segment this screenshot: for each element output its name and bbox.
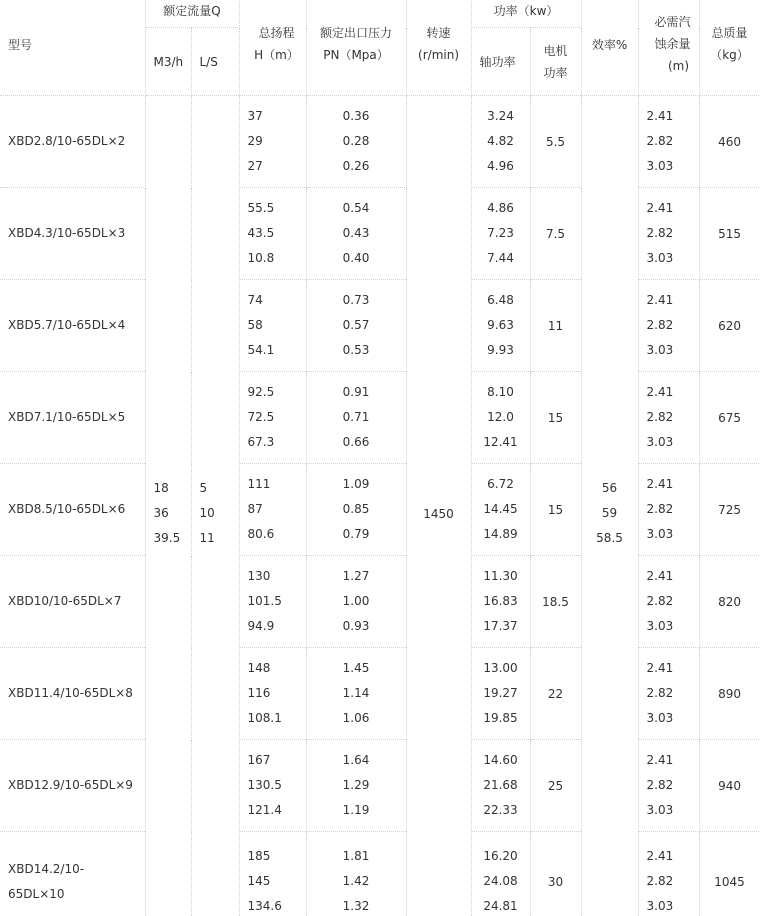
shaft-power-cell-value: 24.08	[483, 874, 518, 888]
npsh-cell-value: 2.82	[646, 778, 674, 792]
head-cell-value: 58	[247, 318, 263, 332]
head-cell-value: 111	[247, 477, 271, 491]
shaft-power-cell-value: 7.44	[487, 251, 514, 265]
head-cell	[239, 648, 306, 740]
header-speed	[406, 0, 471, 96]
header-motor-power-line2: 功率	[543, 65, 568, 80]
header-efficiency: 效率%	[581, 0, 638, 96]
header-motor-power	[530, 28, 581, 96]
head-cell-value: 55.5	[247, 201, 275, 215]
flow-m3h-cell-value: 39.5	[153, 531, 181, 545]
npsh-cell-value: 3.03	[646, 527, 674, 541]
head-cell-value: 43.5	[247, 226, 275, 240]
header-pressure-line2: PN（Mpa）	[323, 48, 389, 62]
motor-power-cell: 15	[530, 372, 581, 464]
npsh-cell-value: 2.41	[646, 385, 674, 399]
head-cell-value: 101.5	[247, 594, 282, 608]
pressure-cell-value: 1.64	[342, 753, 370, 767]
weight-cell: 620	[699, 280, 760, 372]
pressure-cell-value: 1.27	[342, 569, 370, 583]
header-pressure	[306, 0, 406, 96]
npsh-cell-value: 2.41	[646, 201, 674, 215]
model-cell	[0, 832, 145, 916]
shaft-power-cell-value: 14.89	[483, 527, 518, 541]
npsh-cell-value: 2.41	[646, 293, 674, 307]
head-cell-value: 116	[247, 686, 271, 700]
header-speed-line2: (r/min)	[418, 48, 459, 62]
weight-cell: 820	[699, 556, 760, 648]
pressure-cell	[306, 280, 406, 372]
table-row	[0, 464, 760, 556]
model-name: XBD11.4/10-65DL×8	[8, 686, 133, 700]
shaft-power-cell	[471, 372, 530, 464]
npsh-cell-value: 3.03	[646, 899, 674, 913]
shaft-power-cell	[471, 556, 530, 648]
shaft-power-cell-value: 22.33	[483, 803, 518, 817]
head-cell-value: 80.6	[247, 527, 275, 541]
header-power: 功率（kw）	[471, 0, 581, 28]
header-weight-line1: 总质量	[711, 26, 748, 40]
npsh-cell-value: 3.03	[646, 711, 674, 725]
npsh-cell-value: 2.82	[646, 686, 674, 700]
model-cell	[0, 280, 145, 372]
shaft-power-cell-value: 13.00	[483, 661, 518, 675]
table-row	[0, 372, 760, 464]
shaft-power-cell-value: 3.24	[487, 109, 514, 123]
npsh-cell-value: 2.41	[646, 477, 674, 491]
npsh-cell-value: 3.03	[646, 619, 674, 633]
pressure-cell	[306, 832, 406, 916]
head-cell-value: 10.8	[247, 251, 275, 265]
pressure-cell-value: 0.40	[342, 251, 370, 265]
table-row	[0, 740, 760, 832]
npsh-cell-value: 2.41	[646, 849, 674, 863]
table-row	[0, 556, 760, 648]
model-name: XBD2.8/10-65DL×2	[8, 134, 126, 148]
npsh-cell	[638, 280, 699, 372]
head-cell-value: 72.5	[247, 410, 275, 424]
weight-cell: 725	[699, 464, 760, 556]
pressure-cell	[306, 648, 406, 740]
pressure-cell-value: 0.73	[342, 293, 370, 307]
npsh-cell	[638, 464, 699, 556]
shaft-power-cell-value: 4.82	[487, 134, 514, 148]
pressure-cell	[306, 96, 406, 188]
npsh-cell-value: 2.82	[646, 410, 674, 424]
head-cell-value: 94.9	[247, 619, 275, 633]
motor-power-cell: 30	[530, 832, 581, 916]
shaft-power-cell-value: 14.60	[483, 753, 518, 767]
head-cell-value: 67.3	[247, 435, 275, 449]
shaft-power-cell-value: 16.20	[483, 849, 518, 863]
pressure-cell-value: 0.28	[342, 134, 370, 148]
header-pressure-line1: 额定出口压力	[320, 26, 393, 40]
pressure-cell-value: 1.06	[342, 711, 370, 725]
head-cell	[239, 556, 306, 648]
head-cell	[239, 740, 306, 832]
head-cell-value: 92.5	[247, 385, 275, 399]
shaft-power-cell-value: 9.63	[487, 318, 514, 332]
flow-ls-cell	[191, 96, 239, 916]
head-cell	[239, 464, 306, 556]
head-cell-value: 37	[247, 109, 263, 123]
head-cell-value: 121.4	[247, 803, 282, 817]
npsh-cell	[638, 832, 699, 916]
head-cell	[239, 832, 306, 916]
speed-value: 1450	[423, 506, 454, 521]
header-flow-m3h: M3/h	[145, 28, 191, 96]
table-row	[0, 96, 760, 188]
shaft-power-cell-value: 17.37	[483, 619, 518, 633]
head-cell-value: 148	[247, 661, 271, 675]
header-npsh	[638, 0, 699, 96]
header-weight-line2: （kg）	[710, 48, 749, 62]
npsh-cell-value: 3.03	[646, 343, 674, 357]
npsh-cell	[638, 648, 699, 740]
pressure-cell-value: 1.29	[342, 778, 370, 792]
flow-m3h-cell-value: 18	[153, 481, 169, 495]
flow-m3h-cell	[145, 96, 191, 916]
pressure-cell-value: 1.09	[342, 477, 370, 491]
pressure-cell	[306, 556, 406, 648]
pressure-cell	[306, 464, 406, 556]
model-line: XBD14.2/10-	[8, 861, 85, 876]
head-cell-value: 54.1	[247, 343, 275, 357]
header-npsh-line1: 必需汽	[654, 15, 691, 29]
shaft-power-cell-value: 12.0	[487, 410, 514, 424]
head-cell	[239, 372, 306, 464]
motor-power-cell: 25	[530, 740, 581, 832]
head-cell-value: 108.1	[247, 711, 282, 725]
shaft-power-cell	[471, 648, 530, 740]
head-cell	[239, 96, 306, 188]
motor-power-cell: 22	[530, 648, 581, 740]
pressure-cell	[306, 740, 406, 832]
shaft-power-cell	[471, 280, 530, 372]
head-cell-value: 29	[247, 134, 263, 148]
model-line: 65DL×10	[8, 886, 65, 901]
npsh-cell-value: 2.41	[646, 661, 674, 675]
speed-cell	[406, 96, 471, 916]
pressure-cell-value: 0.53	[342, 343, 370, 357]
shaft-power-cell	[471, 188, 530, 280]
shaft-power-cell-value: 21.68	[483, 778, 518, 792]
shaft-power-cell	[471, 832, 530, 916]
header-motor-power-line1: 电机	[543, 43, 568, 58]
npsh-cell	[638, 188, 699, 280]
npsh-cell	[638, 740, 699, 832]
head-cell	[239, 188, 306, 280]
head-cell-value: 74	[247, 293, 263, 307]
pressure-cell-value: 0.57	[342, 318, 370, 332]
pressure-cell-value: 0.36	[342, 109, 370, 123]
pressure-cell-value: 1.14	[342, 686, 370, 700]
pressure-cell-value: 0.26	[342, 159, 370, 173]
shaft-power-cell-value: 12.41	[483, 435, 518, 449]
shaft-power-cell-value: 16.83	[483, 594, 518, 608]
model-cell	[0, 96, 145, 188]
weight-cell: 1045	[699, 832, 760, 916]
shaft-power-cell-value: 6.48	[487, 293, 514, 307]
header-flow-ls: L/S	[191, 28, 239, 96]
pressure-cell-value: 1.19	[342, 803, 370, 817]
table-row	[0, 188, 760, 280]
efficiency-cell	[581, 96, 638, 916]
efficiency-cell-value: 59	[601, 506, 618, 520]
npsh-cell-value: 2.41	[646, 753, 674, 767]
npsh-cell	[638, 372, 699, 464]
motor-power-cell: 18.5	[530, 556, 581, 648]
shaft-power-cell-value: 24.81	[483, 899, 518, 913]
pressure-cell-value: 0.54	[342, 201, 370, 215]
model-name: XBD4.3/10-65DL×3	[8, 226, 126, 240]
head-cell-value: 145	[247, 874, 271, 888]
header-weight	[699, 0, 760, 96]
shaft-power-cell-value: 4.86	[487, 201, 514, 215]
head-cell-value: 87	[247, 502, 263, 516]
shaft-power-cell	[471, 96, 530, 188]
shaft-power-cell-value: 8.10	[487, 385, 514, 399]
pressure-cell	[306, 372, 406, 464]
table-row	[0, 280, 760, 372]
model-cell	[0, 740, 145, 832]
pressure-cell-value: 0.93	[342, 619, 370, 633]
npsh-cell-value: 3.03	[646, 435, 674, 449]
pressure-cell-value: 1.42	[342, 874, 370, 888]
npsh-cell-value: 2.82	[646, 874, 674, 888]
npsh-cell-value: 2.82	[646, 134, 674, 148]
pressure-cell-value: 0.91	[342, 385, 370, 399]
shaft-power-cell-value: 11.30	[483, 569, 518, 583]
model-cell	[0, 372, 145, 464]
flow-ls-cell-value: 10	[199, 506, 215, 520]
header-npsh-line2: 蚀余量	[654, 37, 691, 51]
pressure-cell-value: 1.00	[342, 594, 370, 608]
motor-power-cell: 7.5	[530, 188, 581, 280]
npsh-cell-value: 2.41	[646, 569, 674, 583]
pressure-cell	[306, 188, 406, 280]
npsh-cell-value: 3.03	[646, 251, 674, 265]
model-cell	[0, 188, 145, 280]
weight-cell: 675	[699, 372, 760, 464]
header-flow: 额定流量Q	[145, 0, 239, 28]
head-cell-value: 130	[247, 569, 271, 583]
npsh-cell-value: 2.82	[646, 318, 674, 332]
header-head-line2: H（m）	[254, 48, 299, 62]
model-name: XBD7.1/10-65DL×5	[8, 410, 126, 424]
header-model: 型号	[0, 0, 145, 96]
table-body	[0, 96, 760, 916]
pressure-cell-value: 0.79	[342, 527, 370, 541]
head-cell-value: 185	[247, 849, 271, 863]
flow-m3h-cell-value: 36	[153, 506, 169, 520]
shaft-power-cell	[471, 464, 530, 556]
weight-cell: 460	[699, 96, 760, 188]
shaft-power-cell-value: 19.85	[483, 711, 518, 725]
flow-ls-cell-value: 11	[199, 531, 215, 545]
motor-power-cell: 5.5	[530, 96, 581, 188]
table-row	[0, 832, 760, 916]
npsh-cell-value: 2.41	[646, 109, 674, 123]
shaft-power-cell-value: 7.23	[487, 226, 514, 240]
shaft-power-cell-value: 19.27	[483, 686, 518, 700]
model-cell	[0, 648, 145, 740]
pressure-cell-value: 0.43	[342, 226, 370, 240]
head-cell-value: 167	[247, 753, 271, 767]
header-npsh-line3: (m)	[668, 59, 690, 73]
npsh-cell-value: 2.82	[646, 594, 674, 608]
model-name: XBD5.7/10-65DL×4	[8, 318, 126, 332]
pressure-cell-value: 1.45	[342, 661, 370, 675]
model-name: XBD10/10-65DL×7	[8, 594, 122, 608]
motor-power-cell: 11	[530, 280, 581, 372]
npsh-cell-value: 3.03	[646, 159, 674, 173]
shaft-power-cell-value: 9.93	[487, 343, 514, 357]
shaft-power-cell-value: 6.72	[487, 477, 514, 491]
model-cell	[0, 556, 145, 648]
pressure-cell-value: 1.81	[342, 849, 370, 863]
head-cell-value: 27	[247, 159, 263, 173]
pressure-cell-value: 0.71	[342, 410, 370, 424]
header-speed-line1: 转速	[426, 26, 451, 40]
pressure-cell-value: 0.85	[342, 502, 370, 516]
shaft-power-cell	[471, 740, 530, 832]
npsh-cell	[638, 96, 699, 188]
weight-cell: 940	[699, 740, 760, 832]
head-cell-value: 130.5	[247, 778, 282, 792]
pressure-cell-value: 0.66	[342, 435, 370, 449]
model-name: XBD8.5/10-65DL×6	[8, 502, 126, 516]
header-head-line1: 总扬程	[258, 26, 295, 40]
weight-cell: 890	[699, 648, 760, 740]
header-head	[239, 0, 306, 96]
model-name: XBD12.9/10-65DL×9	[8, 778, 133, 792]
efficiency-cell-value: 58.5	[596, 531, 623, 545]
efficiency-cell-value: 56	[601, 481, 618, 495]
table-row	[0, 648, 760, 740]
motor-power-cell: 15	[530, 464, 581, 556]
head-cell-value: 134.6	[247, 899, 282, 913]
model-cell	[0, 464, 145, 556]
shaft-power-cell-value: 4.96	[487, 159, 514, 173]
weight-cell: 515	[699, 188, 760, 280]
npsh-cell	[638, 556, 699, 648]
header-shaft-power: 轴功率	[471, 28, 530, 96]
npsh-cell-value: 3.03	[646, 803, 674, 817]
pressure-cell-value: 1.32	[342, 899, 370, 913]
npsh-cell-value: 2.82	[646, 502, 674, 516]
head-cell	[239, 280, 306, 372]
flow-ls-cell-value: 5	[199, 481, 208, 495]
npsh-cell-value: 2.82	[646, 226, 674, 240]
shaft-power-cell-value: 14.45	[483, 502, 518, 516]
